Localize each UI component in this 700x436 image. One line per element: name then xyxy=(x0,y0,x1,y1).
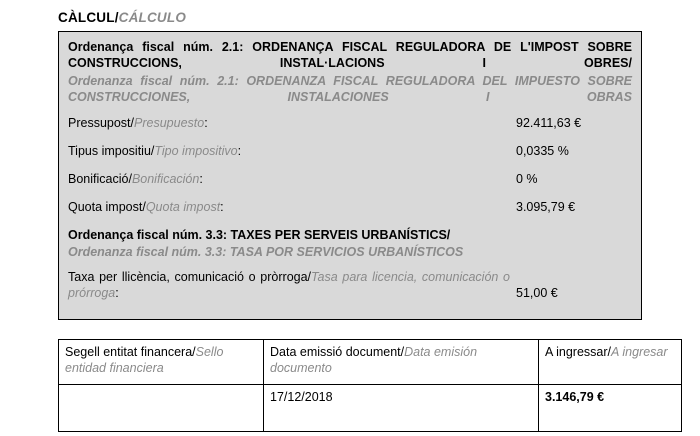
table-cell-amount-due: 3.146,79 € xyxy=(539,385,682,432)
label-es: Presupuesto xyxy=(134,116,205,130)
table-header-bank-stamp xyxy=(59,340,264,385)
header-ca: Data emissió document/ xyxy=(270,345,405,359)
label-ca: Bonificació/ xyxy=(68,172,132,186)
calculation-row-tax-rate-value: 0,0335 % xyxy=(516,144,569,158)
label-es: Tipo impositivo xyxy=(154,144,238,158)
calculation-row-bonus-value: 0 % xyxy=(516,172,538,186)
page-title-es: CÁLCULO xyxy=(118,10,187,25)
header-ca: A ingressar/ xyxy=(545,345,612,359)
ordinance-2-title-ca: Ordenança fiscal núm. 3.3: TAXES PER SERVEIS URBANÍSTICS/ xyxy=(68,228,451,242)
label-ca: Quota impost/ xyxy=(68,200,146,214)
page-title-ca: CÀLCUL/ xyxy=(58,10,119,25)
calculation-row-tax-rate xyxy=(68,143,632,159)
label-tail: : xyxy=(204,116,208,130)
calculation-row-tax-rate-label xyxy=(68,143,516,159)
label-ca: Taxa per llicència, comunicació o pròrroga/ xyxy=(68,270,312,284)
ordinance-2-title-es: Ordenanza fiscal núm. 3.3: TASA POR SERVICIOS URBANÍSTICOS xyxy=(68,245,464,259)
calculation-row-fee xyxy=(68,269,632,301)
payment-table xyxy=(58,339,682,432)
label-tail: : xyxy=(220,200,224,214)
header-es: Data emisión documento xyxy=(270,345,478,375)
calculation-row-bonus xyxy=(68,171,632,187)
header-ca: Segell entitat financera/ xyxy=(65,345,196,359)
ordinance-1-title-ca: Ordenança fiscal núm. 2.1: ORDENANÇA FISCAL REGULADORA DE L'IMPOST SOBRE CONSTRUCCIONS, INSTAL·LACIONS I OBRES/ xyxy=(68,40,632,70)
table-header-amount-due xyxy=(539,340,682,385)
table-row-values xyxy=(59,385,682,432)
calculation-row-tax-quota xyxy=(68,199,632,215)
header-es: A ingresar xyxy=(611,345,668,359)
label-es: Tasa para licencia, comunicación o prórroga xyxy=(68,270,511,300)
table-row-headers xyxy=(59,340,682,385)
label-tail: : xyxy=(115,286,119,300)
label-ca: Tipus impositiu/ xyxy=(68,144,155,158)
calculation-row-budget xyxy=(68,115,632,131)
calculation-row-fee-label xyxy=(68,269,516,301)
table-header-issue-date xyxy=(264,340,539,385)
label-tail: : xyxy=(237,144,242,158)
label-tail: : xyxy=(199,172,203,186)
calculation-row-tax-quota-value: 3.095,79 € xyxy=(516,200,576,214)
page-title xyxy=(58,10,186,25)
ordinance-1-title-es: Ordenanza fiscal núm. 2.1: ORDENANZA FISCAL REGULADORA DEL IMPUESTO SOBRE CONSTRUCCIONES, INSTALACIONES I OBRAS xyxy=(68,74,632,104)
table-cell-issue-date: 17/12/2018 xyxy=(264,385,539,432)
label-es: Quota impost xyxy=(145,200,221,214)
calculation-block xyxy=(58,31,642,320)
calculation-row-bonus-label xyxy=(68,171,516,187)
label-ca: Pressupost/ xyxy=(68,116,135,130)
label-es: Bonificación xyxy=(131,172,200,186)
calculation-row-fee-value: 51,00 € xyxy=(516,286,558,300)
calculation-row-budget-value: 92.411,63 € xyxy=(516,116,582,130)
header-es: Sello entidad financiera xyxy=(65,345,224,375)
calculation-row-budget-label xyxy=(68,115,516,131)
calculation-row-tax-quota-label xyxy=(68,199,516,215)
table-cell-bank-stamp xyxy=(59,385,264,432)
